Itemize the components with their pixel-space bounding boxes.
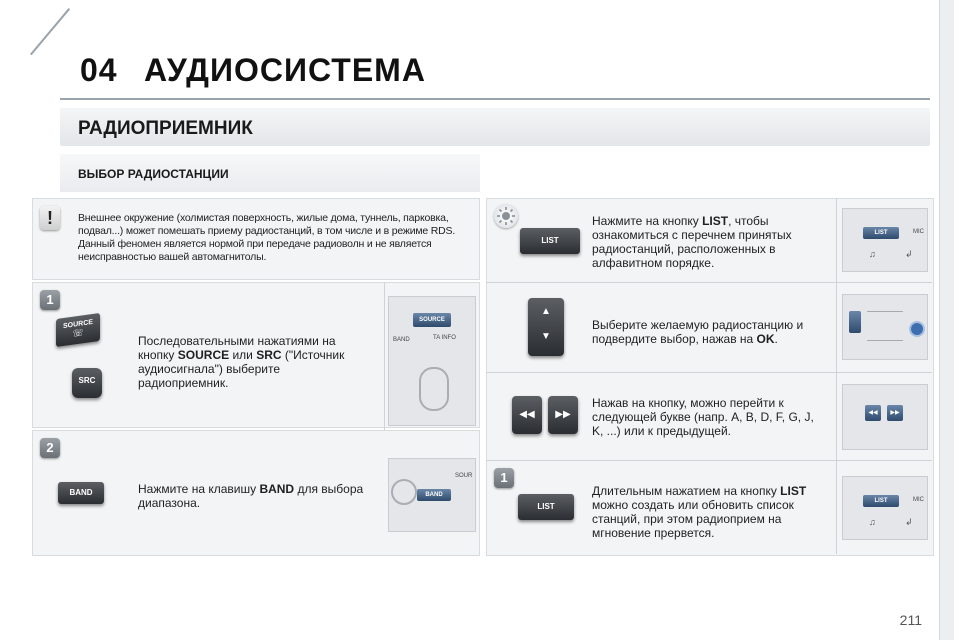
warning-text: Внешнее окружение (холмистая поверхность, жилые дома, туннель, парковка, подвал...) может помешать приему радиостанций, в том числе и в режиме RDS. Данный феномен является нормой при передаче радиоволн и не является неисправностью вашей автомагнитолы. <box>78 212 456 263</box>
select-station-text-pre: Выберите желаемую радиостанцию и подвердите выбор, нажав на <box>592 318 804 346</box>
rewind-icon: ◀◀ <box>519 409 535 420</box>
thumb-volume-knob <box>391 479 417 505</box>
thumb-list-long-key: LIST <box>863 495 899 507</box>
list-long-press-text <box>592 484 828 540</box>
music-note-icon: ♫ <box>869 249 876 259</box>
radio-panel-thumbnail-ok <box>842 294 928 360</box>
list-step-text-post: , чтобы ознакомиться с перечнем принятых радиостанций, расположенных в алфавитном порядке. <box>592 214 792 270</box>
step-badge-1: 1 <box>40 290 60 310</box>
letter-skip-text: Нажав на кнопку, можно перейти к следующей букве (напр. A, B, D, F, G, J, K, ...) или к предыдущей. <box>592 396 814 438</box>
chapter-number: 04 <box>80 52 118 88</box>
phone-icon: ☏ <box>72 327 84 339</box>
list-long-press-text-pre: Длительным нажатием на кнопку <box>592 484 781 498</box>
thumb-rewind-key: ◀◀ <box>865 405 881 421</box>
page-number: 211 <box>899 612 922 628</box>
tip-icon <box>494 204 518 228</box>
thumb-mic-label-2: MIC <box>913 497 924 503</box>
page-edge-bar <box>940 0 954 640</box>
thumb-updown-key <box>849 311 861 333</box>
thumb-tainfo-label: TA INFO <box>433 335 456 341</box>
step-1-text <box>138 334 370 390</box>
chapter-title: АУДИОСИСТЕМА <box>144 52 426 88</box>
return-icon: ↲ <box>905 249 913 259</box>
section-title: РАДИОПРИЕМНИК <box>78 118 253 139</box>
radio-panel-thumbnail-list <box>842 208 928 272</box>
thumb-source-key: SOURCE <box>413 313 451 327</box>
step-badge-list-long: 1 <box>494 468 514 488</box>
arrow-up-icon: ▲ <box>541 306 551 317</box>
thumb-band-key: BAND <box>417 489 451 501</box>
exclamation-icon: ! <box>40 206 60 230</box>
band-button[interactable]: BAND <box>58 482 104 504</box>
header-rule <box>60 98 930 100</box>
previous-letter-button[interactable] <box>512 396 542 434</box>
source-button-label: SOURCE <box>63 318 93 331</box>
right-divider-3 <box>486 460 932 461</box>
subsection-title: ВЫБОР РАДИОСТАНЦИИ <box>78 167 229 181</box>
list-long-press-text-post: можно создать или обновить список станций, при этом радиоприем на мгновение прервется. <box>592 498 794 540</box>
list-long-press-text-list: LIST <box>780 484 807 498</box>
step-1-text-post: ("Источник аудиосигнала") выберите радиоприемник. <box>138 348 345 390</box>
step-1-text-pre: Последовательными нажатиями на кнопку <box>138 334 336 362</box>
src-button[interactable] <box>72 368 102 398</box>
music-note-icon-2: ♫ <box>869 517 876 527</box>
thumb-keypad <box>867 311 903 341</box>
step-1-text-src: SRC <box>256 348 282 362</box>
list-button[interactable]: LIST <box>520 228 580 254</box>
thumb-list-key: LIST <box>863 227 899 239</box>
thumb-band-label: BAND <box>393 337 410 343</box>
right-column-divider <box>836 198 837 554</box>
radio-panel-thumbnail-band <box>388 458 476 532</box>
fast-forward-icon: ▶▶ <box>555 409 571 420</box>
list-step-text-list: LIST <box>702 214 729 228</box>
step-1-text-mid: или <box>229 348 257 362</box>
step-2-text <box>138 482 370 510</box>
step-badge-2: 2 <box>40 438 60 458</box>
radio-panel-thumbnail-list-long <box>842 476 928 540</box>
right-divider-1 <box>486 282 932 283</box>
thumb-ok-knob <box>909 321 925 337</box>
arrow-down-icon: ▼ <box>541 331 551 342</box>
next-letter-button[interactable] <box>548 396 578 434</box>
step-1-text-source: SOURCE <box>177 348 230 362</box>
return-icon-2: ↲ <box>905 517 913 527</box>
header-slant-line <box>30 8 70 55</box>
thumb-stalk-shape <box>419 367 449 411</box>
step-2-text-pre: Нажмите на клавишу <box>138 482 260 496</box>
step-2-text-band: BAND <box>259 482 295 496</box>
up-down-button[interactable] <box>528 298 564 356</box>
radio-panel-thumbnail-seek <box>842 384 928 450</box>
right-divider-2 <box>486 372 932 373</box>
src-button-label: SRC <box>78 376 96 385</box>
select-station-text <box>592 318 828 346</box>
list-step-text <box>592 214 828 270</box>
steering-wheel-thumbnail <box>388 296 476 426</box>
select-station-text-ok: OK <box>756 332 775 346</box>
select-station-text-post: . <box>774 332 778 346</box>
list-long-press-button[interactable]: LIST <box>518 494 574 520</box>
thumb-source-label: SOUR <box>455 473 473 479</box>
thumb-mic-label: MIC <box>913 229 924 235</box>
thumb-forward-key: ▶▶ <box>887 405 903 421</box>
step-2-text-post: для выбора диапазона. <box>138 482 364 510</box>
list-step-text-pre: Нажмите на кнопку <box>592 214 703 228</box>
